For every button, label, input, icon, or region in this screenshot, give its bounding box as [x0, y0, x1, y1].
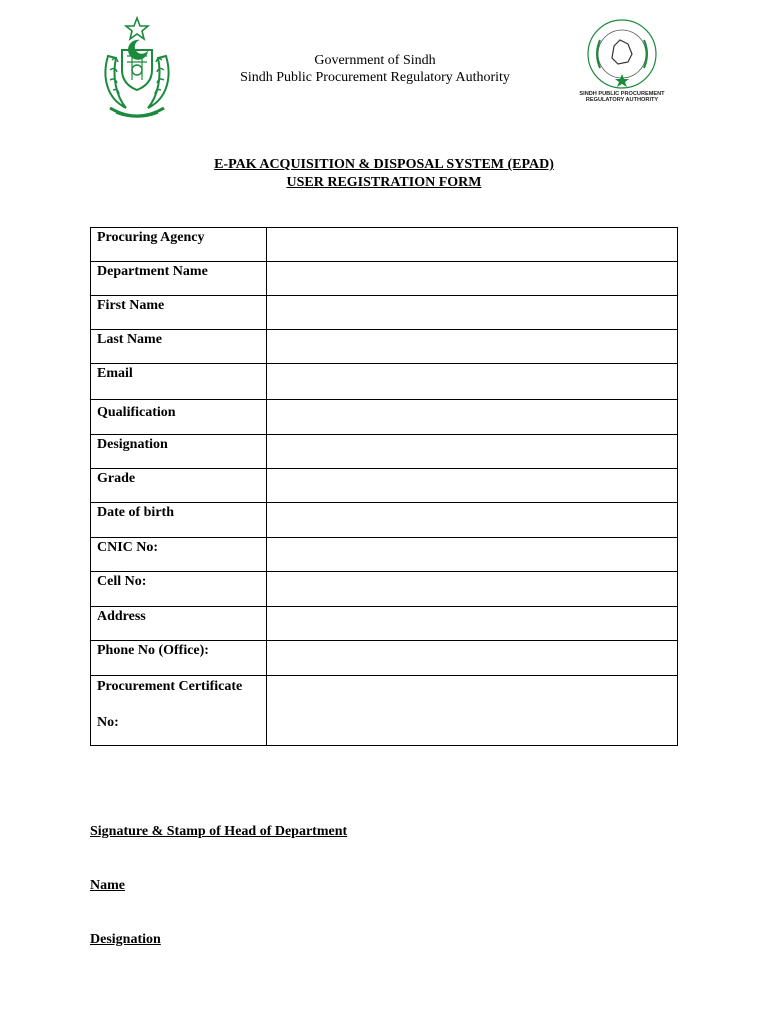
government-title: Government of Sindh: [314, 53, 436, 68]
field-value-department-name[interactable]: [267, 262, 678, 296]
authority-title: Sindh Public Procurement Regulatory Authority: [240, 70, 510, 85]
field-label: Grade: [91, 469, 267, 503]
sppra-seal-bottom-text-2: REGULATORY AUTHORITY: [585, 97, 659, 103]
registration-table: [90, 227, 678, 746]
table-row: [91, 503, 678, 538]
table-row: [91, 330, 678, 364]
field-value-phone-office[interactable]: [267, 641, 678, 676]
field-value-last-name[interactable]: [267, 330, 678, 364]
table-row: [91, 262, 678, 296]
table-row: [91, 538, 678, 572]
field-label: CNIC No:: [91, 538, 267, 572]
field-label: Last Name: [91, 330, 267, 364]
table-row: [91, 364, 678, 400]
field-label: Date of birth: [91, 503, 267, 538]
form-title-line2: USER REGISTRATION FORM: [286, 175, 482, 190]
field-value-procuring-agency[interactable]: [267, 228, 678, 262]
field-value-grade[interactable]: [267, 469, 678, 503]
table-row: [91, 228, 678, 262]
table-row: [91, 435, 678, 469]
form-title: [150, 156, 618, 192]
field-value-qualification[interactable]: [267, 400, 678, 435]
field-value-designation[interactable]: [267, 435, 678, 469]
form-title-line1: E-PAK ACQUISITION & DISPOSAL SYSTEM (EPAD): [214, 157, 554, 172]
table-row: [91, 641, 678, 676]
sindh-government-emblem-icon: [96, 16, 178, 120]
letterhead: [200, 52, 550, 86]
field-value-cnic[interactable]: [267, 538, 678, 572]
table-row: [91, 400, 678, 435]
field-value-first-name[interactable]: [267, 296, 678, 330]
field-value-procurement-certificate[interactable]: [267, 676, 678, 746]
field-label: Qualification: [91, 400, 267, 435]
field-label: Cell No:: [91, 572, 267, 607]
field-label: Procuring Agency: [91, 228, 267, 262]
table-row: [91, 469, 678, 503]
table-row: [91, 572, 678, 607]
field-label: Designation: [91, 435, 267, 469]
field-value-cell[interactable]: [267, 572, 678, 607]
field-label: First Name: [91, 296, 267, 330]
field-value-email[interactable]: [267, 364, 678, 400]
field-label: Phone No (Office):: [91, 641, 267, 676]
field-label: Address: [91, 607, 267, 641]
table-row: [91, 607, 678, 641]
table-row: [91, 676, 678, 746]
signature-stamp-label: Signature & Stamp of Head of Department: [90, 824, 348, 839]
field-value-date-of-birth[interactable]: [267, 503, 678, 538]
field-value-address[interactable]: [267, 607, 678, 641]
field-label-procurement-certificate: [91, 676, 267, 746]
field-label: Department Name: [91, 262, 267, 296]
designation-label: Designation: [90, 932, 161, 947]
table-row: [91, 296, 678, 330]
sppra-seal-bottom-text-1: SINDH PUBLIC PROCUREMENT: [579, 91, 665, 97]
name-label: Name: [90, 878, 125, 893]
sppra-seal-icon: [574, 16, 670, 106]
field-label: Email: [91, 364, 267, 400]
field-label-line1: Procurement Certificate: [97, 679, 243, 694]
field-label-line2: No:: [97, 715, 119, 730]
